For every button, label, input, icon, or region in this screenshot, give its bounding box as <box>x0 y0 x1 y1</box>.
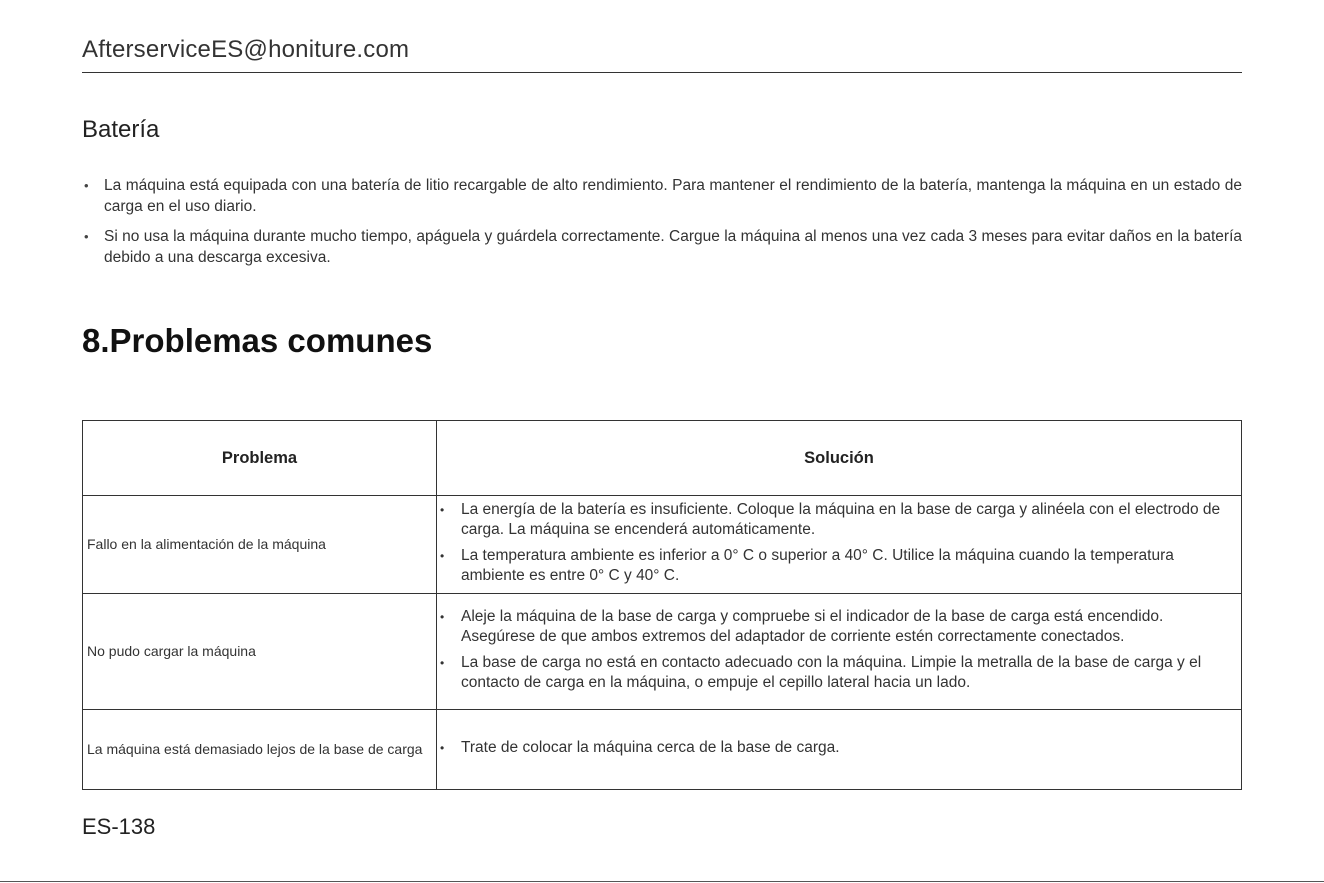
solution-list <box>437 738 1241 758</box>
solution-item: • Trate de colocar la máquina cerca de la base de carga. <box>437 738 1241 758</box>
solution-item: • La energía de la batería es insuficiente. Coloque la máquina en la base de carga y alinéela con el electrodo de carga. La máquina se encenderá automáticamente. <box>437 500 1241 540</box>
solution-cell <box>437 594 1242 710</box>
header-email: AfterserviceES@honiture.com <box>82 36 410 63</box>
header-divider <box>82 72 1242 73</box>
battery-bullet: • La máquina está equipada con una batería de litio recargable de alto rendimiento. Para mantener el rendimiento de la batería, mantenga la máquina en un estado de carga en el uso diario. <box>82 175 1242 217</box>
solution-list <box>437 607 1241 693</box>
battery-bullet-list <box>82 175 1242 277</box>
problem-cell: Fallo en la alimentación de la máquina <box>83 496 437 594</box>
battery-section-title: Batería <box>82 116 160 143</box>
chapter-title: 8.Problemas comunes <box>82 322 433 359</box>
problem-column-header: Problema <box>83 421 437 496</box>
solution-cell <box>437 710 1242 790</box>
table-header-row <box>83 421 1242 496</box>
table-row <box>83 710 1242 790</box>
table-row <box>83 496 1242 594</box>
page-number: ES-138 <box>82 814 156 839</box>
footer-divider <box>0 881 1324 882</box>
solution-list <box>437 500 1241 586</box>
solution-item: • Aleje la máquina de la base de carga y compruebe si el indicador de la base de carga está encendido. Asegúrese de que ambos extremos del adaptador de corriente estén correctamente conectados. <box>437 607 1241 647</box>
problem-cell: La máquina está demasiado lejos de la base de carga <box>83 710 437 790</box>
battery-bullet: • Si no usa la máquina durante mucho tiempo, apáguela y guárdela correctamente. Cargue la máquina al menos una vez cada 3 meses para evitar daños en la batería debido a una descarga excesiva. <box>82 226 1242 268</box>
solution-item: • La temperatura ambiente es inferior a 0° C o superior a 40° C. Utilice la máquina cuando la temperatura ambiente es entre 0° C y 40° C. <box>437 546 1241 586</box>
problem-cell: No pudo cargar la máquina <box>83 594 437 710</box>
solution-cell <box>437 496 1242 594</box>
troubleshooting-table <box>82 420 1242 790</box>
solution-column-header: Solución <box>437 421 1242 496</box>
solution-item: • La base de carga no está en contacto adecuado con la máquina. Limpie la metralla de la base de carga y el contacto de carga en la máquina, o empuje el cepillo lateral hacia un lado. <box>437 653 1241 693</box>
table-row <box>83 594 1242 710</box>
